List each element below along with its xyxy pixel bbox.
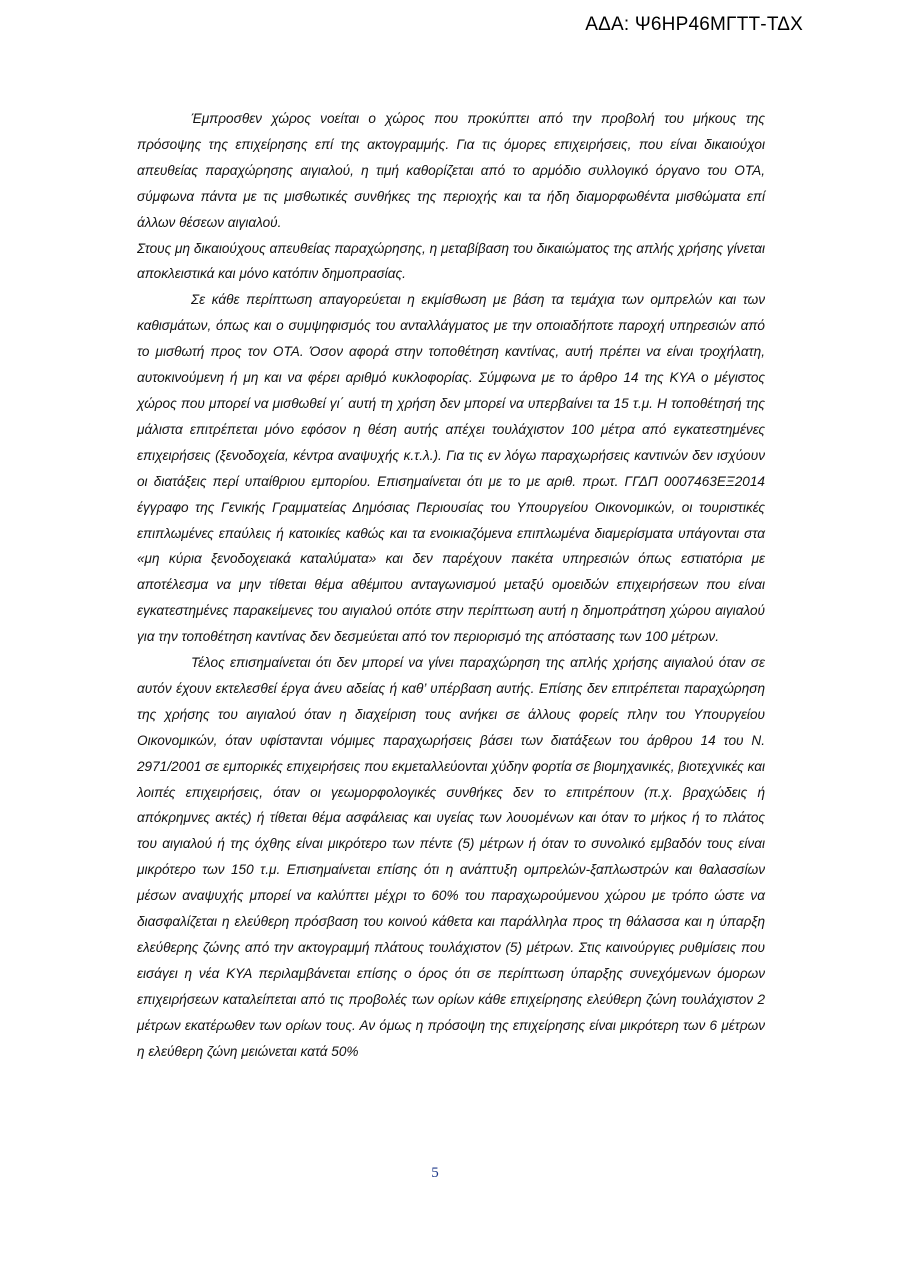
document-body (137, 106, 765, 1065)
ada-code: ΑΔΑ: Ψ6ΗΡ46ΜΓΤΤ-ΤΔΧ (585, 14, 803, 35)
page-number: 5 (431, 1165, 439, 1181)
paragraph-restrictions: Τέλος επισημαίνεται ότι δεν μπορεί να γίνει παραχώρηση της απλής χρήσης αιγιαλού όταν σε αυτόν έχουν εκτελεσθεί έργα άνευ αδείας ή καθ’ υπέρβαση αυτής. Επίσης δεν επιτρέπεται παραχώρηση της χρήσης του αιγιαλού όταν η διαχείριση τους ανήκει σε άλλους φορείς πλην του Υπουργείου Οικονομικών, όταν υφίστανται νόμιμες παραχωρήσεις βάσει των διατάξεων του άρθρου 14 του Ν. 2971/2001 σε εμπορικές επιχειρήσεις που εκμεταλλεύονται χύδην φορτία σε βιομηχανικές, βιοτεχνικές και λοιπές επιχειρήσεις, όταν οι γεωμορφολογικές συνθήκες δεν το επιτρέπουν (π.χ. βραχώδεις ή απόκρημνες ακτές) ή τίθεται θέμα ασφάλειας και υγείας των λουομένων και όταν το μήκος ή το πλάτος του αιγιαλού ή της όχθης είναι μικρότερο των πέντε (5) μέτρων ή όταν το συνολικό εμβαδόν τους είναι μικρότερο των 150 τ.μ. Επισημαίνεται επίσης ότι η ανάπτυξη ομπρελών-ξαπλωστρών και θαλασσίων μέσων αναψυχής μπορεί να καλύπτει μέχρι το 60% του παραχωρούμενου χώρου με τρόπο ώστε να διασφαλίζεται η ελεύθερη πρόσβαση του κοινού κάθετα και παράλληλα προς τη θάλασσα και η ύπαρξη ελεύθερης ζώνης από την ακτογραμμή πλάτους τουλάχιστον (5) μέτρων. Στις καινούργιες ρυθμίσεις που εισάγει η νέα ΚΥΑ περιλαμβάνεται επίσης ο όρος ότι σε περίπτωση ύπαρξης συνεχόμενων όμορων επιχειρήσεων καταλείπεται από τις προβολές των ορίων κάθε επιχείρησης ελεύθερη ζώνη τουλάχιστον 2 μέτρων εκατέρωθεν των ορίων τους. Αν όμως η πρόσοψη της επιχείρησης είναι μικρότερη των 6 μέτρων η ελεύθερη ζώνη μειώνεται κατά 50% (137, 655, 765, 1059)
paragraph-frontal-space: Έμπροσθεν χώρος νοείται ο χώρος που προκύπτει από την προβολή του μήκους της πρόσοψης της επιχείρησης επί της ακτογραμμής. Για τις όμορες επιχειρήσεις, που είναι δικαιούχοι απευθείας παραχώρησης αιγιαλού, η τιμή καθορίζεται από το αρμόδιο συλλογικό όργανο του ΟΤΑ, σύμφωνα πάντα με τις μισθωτικές συνθήκες της περιοχής και τα ήδη διαμορφωθέντα μισθώματα επί άλλων θέσεων αιγιαλού. (137, 111, 765, 230)
paragraph-non-beneficiaries: Στους μη δικαιούχους απευθείας παραχώρησης, η μεταβίβαση του δικαιώματος της απλής χρήσης γίνεται αποκλειστικά και μόνο κατόπιν δημοπρασίας. (137, 240, 765, 282)
paragraph-canteen-rules: Σε κάθε περίπτωση απαγορεύεται η εκμίσθωση με βάση τα τεμάχια των ομπρελών και των καθισμάτων, όπως και ο συμψηφισμός του ανταλλάγματος με την οποιαδήποτε παροχή υπηρεσιών από το μισθωτή προς τον ΟΤΑ. Όσον αφορά στην τοποθέτηση καντίνας, αυτή πρέπει να είναι τροχήλατη, αυτοκινούμενη ή μη και να φέρει αριθμό κυκλοφορίας. Σύμφωνα με το άρθρο 14 της ΚΥΑ ο μέγιστος χώρος που μπορεί να μισθωθεί γι΄ αυτή τη χρήση δεν μπορεί να υπερβαίνει τα 15 τ.μ. Η τοποθέτησή της μάλιστα επιτρέπεται μόνο εφόσον η θέση αυτής απέχει τουλάχιστον 100 μέτρα από εγκατεστημένες επιχειρήσεις (ξενοδοχεία, κέντρα αναψυχής κ.τ.λ.). Για τις εν λόγω παραχωρήσεις καντινών δεν ισχύουν οι διατάξεις περί υπαίθριου εμπορίου. Επισημαίνεται ότι με το με αριθ. πρωτ. ΓΓΔΠ 0007463ΕΞ2014 έγγραφο της Γενικής Γραμματείας Δημόσιας Περιουσίας του Υπουργείου Οικονομικών, οι τουριστικές επιπλωμένες επαύλεις ή κατοικίες καθώς και τα ενοικιαζόμενα επιπλωμένα διαμερίσματα υπάγονται στα «μη κύρια ξενοδοχειακά καταλύματα» και δεν παρέχουν πακέτα υπηρεσιών όπως εστιατόρια με αποτέλεσμα να μην τίθεται θέμα αθέμιτου ανταγωνισμού μεταξύ ομοειδών επιχειρήσεων που είναι εγκατεστημένες παρακείμενες του αιγιαλού οπότε στην περίπτωση αυτή η δημοπράτηση χώρου αιγιαλού για την τοποθέτηση καντίνας δεν δεσμεύεται από τον περιορισμό της απόστασης των 100 μέτρων. (137, 292, 765, 645)
